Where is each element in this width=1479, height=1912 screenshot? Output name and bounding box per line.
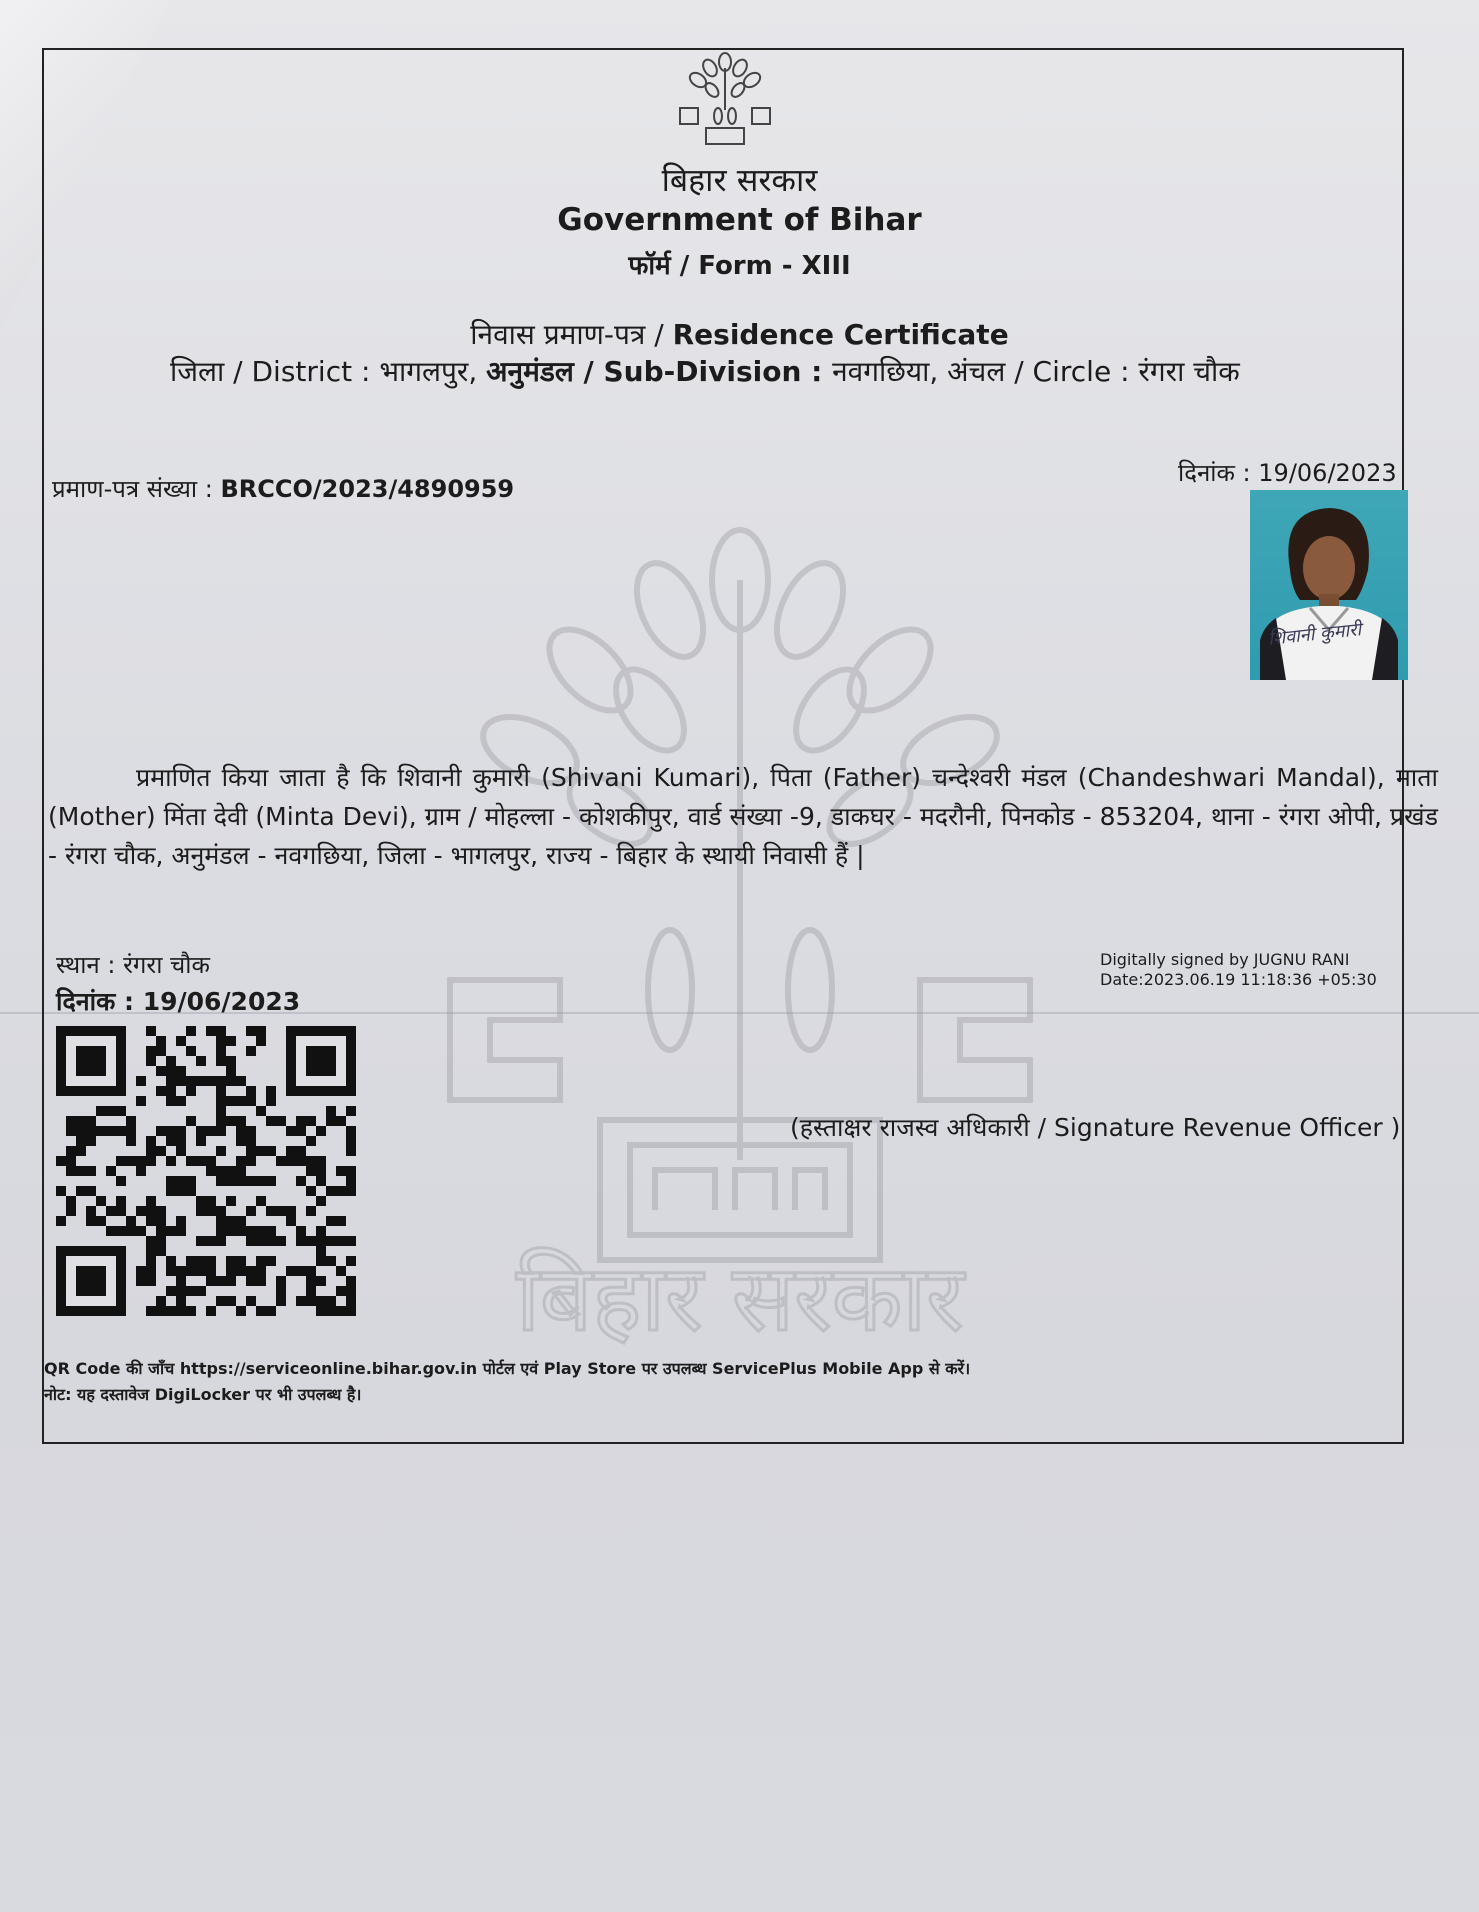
certificate-title-english: Residence Certificate [672, 318, 1009, 351]
digital-signature-signer: Digitally signed by JUGNU RANI [1100, 950, 1350, 969]
district-line [170, 352, 1240, 390]
certificate-number-label: प्रमाण-पत्र संख्या : [52, 475, 221, 503]
person-photo-icon [1250, 490, 1408, 680]
issue-date-value: 19/06/2023 [1258, 459, 1397, 487]
certificate-number [52, 472, 514, 505]
photo-caption: शिवानी कुमारी [1267, 619, 1363, 650]
issue-date [1178, 456, 1397, 489]
subdivision-label: अनुमंडल / Sub-Division : [486, 355, 833, 388]
certificate-body: प्रमाणित किया जाता है कि शिवानी कुमारी (Shivani Kumari), पिता (Father) चन्देश्वरी मंडल (Chandeshwari Mandal), माता (Mother) मिंता देवी (Minta Devi), ग्राम / मोहल्ला - कोशकीपुर, वार्ड संख्या -9, डाकघर - मदरौनी, पिनकोड - 853204, थाना - रंगरा ओपी, प्रखंड - रंगरा चौक, अनुमंडल - नवगछिया, जिला - भागलपुर, राज्य - बिहार के स्थायी निवासी हैं | [48, 763, 1438, 870]
circle-label: अंचल / Circle : [947, 355, 1139, 388]
bihar-emblem-icon [670, 48, 780, 148]
govt-title-english: Government of Bihar [557, 202, 922, 238]
district-value: भागलपुर, [379, 355, 487, 388]
district-label: जिला / District : [170, 355, 380, 388]
digital-signature-date: Date:2023.06.19 11:18:36 +05:30 [1100, 970, 1377, 989]
issue-place: स्थान : रंगरा चौक [56, 951, 210, 979]
footer-note [44, 1356, 970, 1408]
subdivision-value: नवगछिया, [832, 355, 948, 388]
qr-code-icon [56, 1026, 356, 1316]
digital-signature [1100, 950, 1377, 990]
certificate-number-value: BRCCO/2023/4890959 [220, 475, 515, 503]
footer-qr-note: QR Code की जाँच https://serviceonline.bihar.gov.in पोर्टल एवं Play Store पर उपलब्ध ServicePlus Mobile App से करें। [44, 1359, 971, 1378]
certificate-title-hindi: निवास प्रमाण-पत्र / [470, 318, 673, 351]
circle-value: रंगरा चौक [1138, 355, 1240, 388]
issue-date-label: दिनांक : [1178, 459, 1259, 487]
applicant-photo [1250, 490, 1408, 680]
issue-date-bottom: दिनांक : 19/06/2023 [56, 987, 301, 1016]
signature-caption: (हस्ताक्षर राजस्व अधिकारी / Signature Revenue Officer ) [790, 1113, 1401, 1142]
watermark-text: बिहार सरकार [516, 1245, 964, 1350]
certificate-title [0, 315, 1479, 353]
govt-title-hindi: बिहार सरकार [661, 161, 818, 199]
bihar-watermark-icon [440, 520, 1040, 1350]
footer-digilocker-note: नोट: यह दस्तावेज DigiLocker पर भी उपलब्ध है। [44, 1385, 362, 1404]
form-number: फॉर्म / Form - XIII [628, 251, 851, 281]
